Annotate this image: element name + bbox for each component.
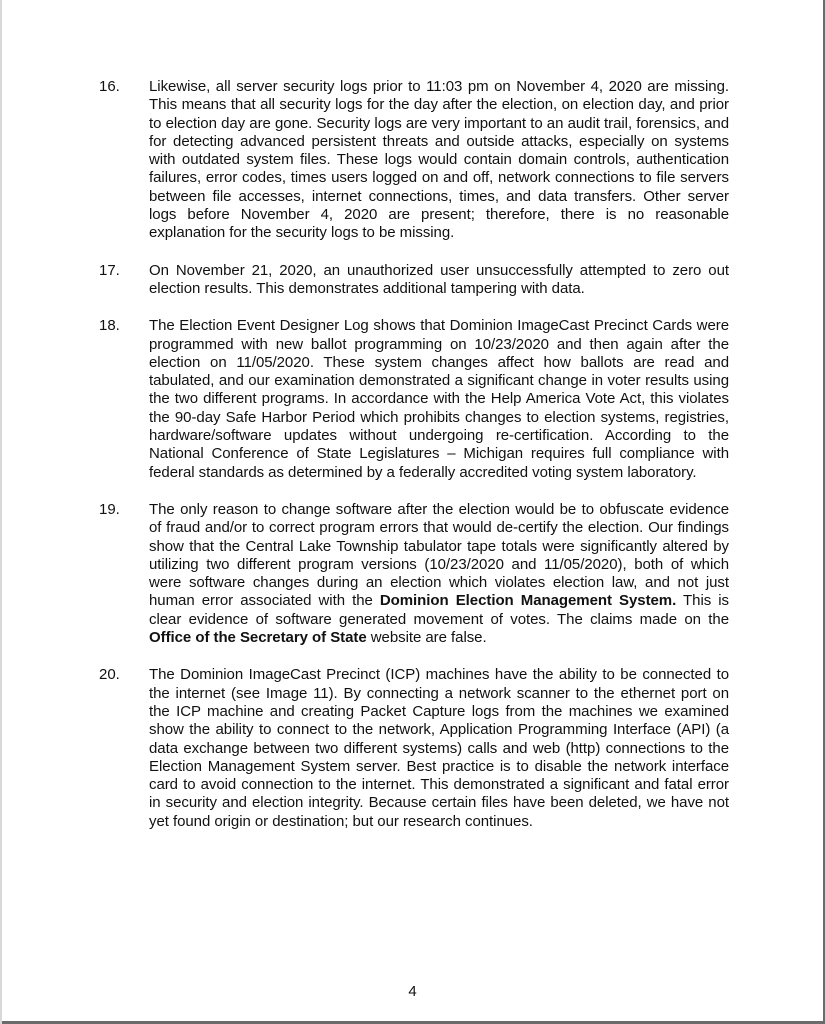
paragraph-text-segment: Likewise, all server security logs prior to 11:03 pm on November 4, 2020 are missing. This means that all security logs for the day after the election, on election day, and prior to election day are gone. Security logs are very important to an audit trail, forensics, and for detecting advanced persistent threats and outside attacks, especially on systems with outdated system files. These logs would contain domain controls, authentication failures, error codes, times users logged on and off, network connections to file servers between file accesses, internet connections, times, and data transfers. Other server logs before November 4, 2020 are present; therefore, there is no reasonable explanation for the security logs to be missing. xyxy=(149,78,729,242)
paragraph-number: 18. xyxy=(99,317,120,335)
paragraph-number: 20. xyxy=(99,666,120,684)
numbered-paragraph-16 xyxy=(0,78,825,243)
numbered-paragraph-18 xyxy=(0,317,825,482)
paragraph-text-segment: On November 21, 2020, an unauthorized user unsuccessfully attempted to zero out election results. This demonstrates additional tampering with data. xyxy=(149,261,729,297)
numbered-paragraph-17 xyxy=(0,262,825,299)
bold-phrase-secretary-of-state: Office of the Secretary of State xyxy=(149,629,367,647)
page-number: 4 xyxy=(408,983,417,1000)
paragraph-text xyxy=(149,317,729,482)
bold-phrase-dominion-ems: Dominion Election Management System. xyxy=(379,592,677,610)
paragraph-number: 16. xyxy=(99,78,120,95)
paragraph-text-segment: website are false. xyxy=(366,629,487,647)
paragraph-text xyxy=(149,78,729,243)
paragraph-number: 17. xyxy=(99,261,120,279)
paragraph-text xyxy=(149,666,729,831)
paragraph-text-segment: The only reason to change software after the election would be to obfuscate evidence of fraud and/or to correct program errors that would de-certify the election. Our findings show that the Central Lake Township tabulator tape totals were significantly altered by utilizing two different program versions (10/23/2020 and 11/05/2020), both of which were software changes during an election which violates election law, and not just human error associated with the xyxy=(149,500,729,610)
paragraph-text-segment: This is clear evidence of software generated movement of votes. The claims made on the xyxy=(149,592,729,628)
numbered-paragraph-19 xyxy=(0,501,825,647)
numbered-paragraph-20 xyxy=(0,666,825,831)
paragraph-text-segment: The Election Event Designer Log shows that Dominion ImageCast Precinct Cards were programmed with new ballot programming on 10/23/2020 and then again after the election on 11/05/2020. These system changes affect how ballots are read and tabulated, and our examination demonstrated a significant change in voter results using the two different programs. In accordance with the Help America Vote Act, this violates the 90-day Safe Harbor Period which prohibits changes to election systems, registries, hardware/software updates without undergoing re-certification. According to the National Conference of State Legislatures – Michigan requires full compliance with federal standards as determined by a federally accredited voting system laboratory. xyxy=(149,317,729,481)
document-body xyxy=(0,78,825,850)
paragraph-text xyxy=(149,501,729,647)
paragraph-number: 19. xyxy=(99,500,120,518)
paragraph-text-segment: The Dominion ImageCast Precinct (ICP) machines have the ability to be connected to the internet (see Image 11). By connecting a network scanner to the ethernet port on the ICP machine and creating Packet Capture logs from the machines we examined show the ability to connect to the network, Application Programming Interface (API) (a data exchange between two different systems) calls and web (http) connections to the Election Management System server. Best practice is to disable the network interface card to avoid connection to the internet. This demonstrated a significant and fatal error in security and election integrity. Because certain files have been deleted, we have not yet found origin or destination; but our research continues. xyxy=(149,666,729,830)
paragraph-text xyxy=(149,262,729,299)
